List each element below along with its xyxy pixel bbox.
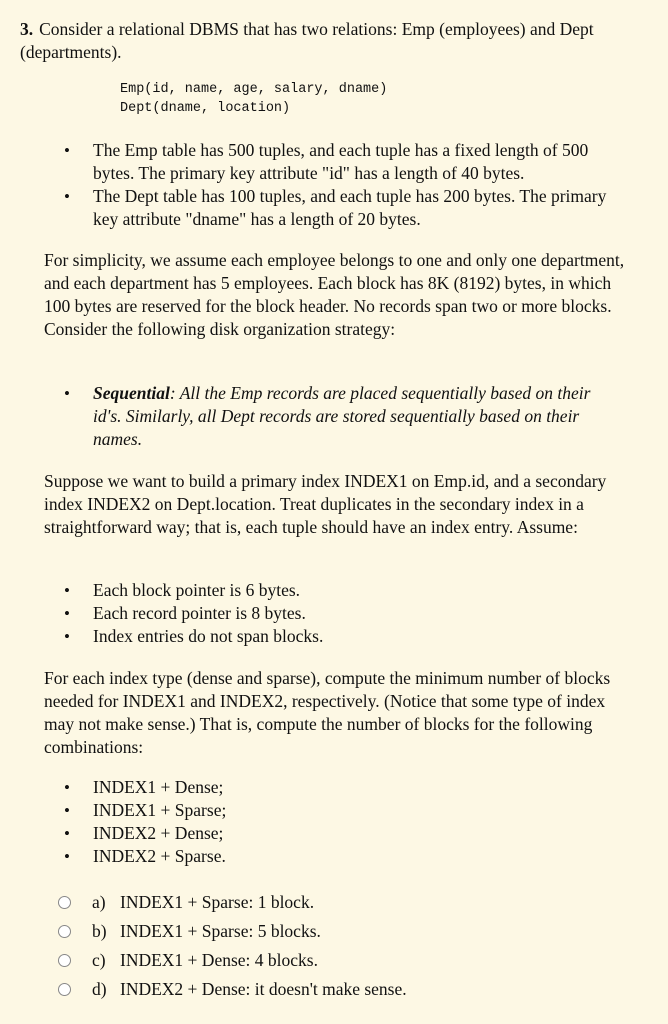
table-fact-dept: The Dept table has 100 tuples, and each tuple has 200 bytes. The primary key attribute "dname" has a length of 20 bytes. (93, 186, 607, 229)
bullet-icon: • (64, 847, 70, 866)
table-facts-list (56, 139, 616, 231)
combination-1: INDEX1 + Dense; (93, 777, 224, 797)
index-paragraph: Suppose we want to build a primary index INDEX1 on Emp.id, and a secondary index INDEX2 on Dept.location. Treat duplicates in the secondary index in a straightforward way; that is, each tuple should have an index entry. Assume: (44, 471, 607, 537)
answer-option-c[interactable] (58, 948, 407, 977)
bullet-icon: • (64, 604, 70, 623)
bullet-icon: • (64, 778, 70, 797)
bullet-icon: • (64, 187, 70, 206)
pointer-facts-list (56, 579, 616, 648)
question-header (20, 18, 630, 64)
strategy-list (56, 382, 616, 451)
combination-4: INDEX2 + Sparse. (93, 846, 226, 866)
radio-button-icon[interactable] (58, 925, 71, 938)
schema-emp: Emp(id, name, age, salary, dname) (120, 82, 388, 97)
table-fact-emp: The Emp table has 500 tuples, and each tuple has a fixed length of 500 bytes. The primary key attribute "id" has a length of 40 bytes. (93, 140, 589, 183)
combination-3: INDEX2 + Dense; (93, 823, 224, 843)
schema-block (120, 80, 387, 118)
list-item (56, 579, 616, 602)
pointer-fact-record: Each record pointer is 8 bytes. (93, 603, 306, 623)
option-text: INDEX2 + Dense: it doesn't make sense. (120, 979, 407, 999)
bullet-icon: • (64, 141, 70, 160)
answer-options (58, 890, 407, 1006)
assumption-paragraph: For simplicity, we assume each employee belongs to one and only one department, and each department has 5 employees. Each block has 8K (8192) bytes, in which 100 bytes are reserved for the block header. No records span two or more blocks. Consider the following disk organization strategy: (44, 250, 625, 339)
list-item (56, 382, 616, 451)
option-text: INDEX1 + Sparse: 1 block. (120, 892, 315, 912)
option-letter: a) (92, 892, 106, 912)
option-letter: c) (92, 950, 106, 970)
pointer-fact-span: Index entries do not span blocks. (93, 626, 324, 646)
list-item (56, 139, 616, 185)
answer-option-d[interactable] (58, 977, 407, 1006)
list-item (56, 845, 616, 868)
answer-option-b[interactable] (58, 919, 407, 948)
answer-option-a[interactable] (58, 890, 407, 919)
radio-button-icon[interactable] (58, 983, 71, 996)
bullet-icon: • (64, 627, 70, 646)
question-number: 3. (20, 19, 34, 39)
option-text: INDEX1 + Sparse: 5 blocks. (120, 921, 321, 941)
list-item (56, 602, 616, 625)
bullet-icon: • (64, 801, 70, 820)
bullet-icon: • (64, 581, 70, 600)
bullet-icon: • (64, 384, 70, 403)
schema-dept: Dept(dname, location) (120, 101, 291, 116)
list-item (56, 776, 616, 799)
list-item (56, 822, 616, 845)
option-letter: d) (92, 979, 107, 999)
strategy-label: Sequential (93, 383, 170, 403)
strategy-text: : All the Emp records are placed sequentially based on their id's. Similarly, all Dept records are stored sequentially based on their names. (93, 383, 591, 449)
list-item (56, 799, 616, 822)
radio-button-icon[interactable] (58, 896, 71, 909)
list-item (56, 625, 616, 648)
bullet-icon: • (64, 824, 70, 843)
list-item (56, 185, 616, 231)
combination-2: INDEX1 + Sparse; (93, 800, 227, 820)
radio-button-icon[interactable] (58, 954, 71, 967)
combinations-list (56, 776, 616, 868)
option-letter: b) (92, 921, 107, 941)
option-text: INDEX1 + Dense: 4 blocks. (120, 950, 318, 970)
compute-paragraph: For each index type (dense and sparse), compute the minimum number of blocks needed for INDEX1 and INDEX2, respectively. (Notice that some type of index may not make sense.) That is, compute the number of blocks for the following combinations: (44, 668, 611, 757)
pointer-fact-block: Each block pointer is 6 bytes. (93, 580, 301, 600)
question-intro: Consider a relational DBMS that has two relations: Emp (employees) and Dept (departments). (20, 19, 594, 62)
